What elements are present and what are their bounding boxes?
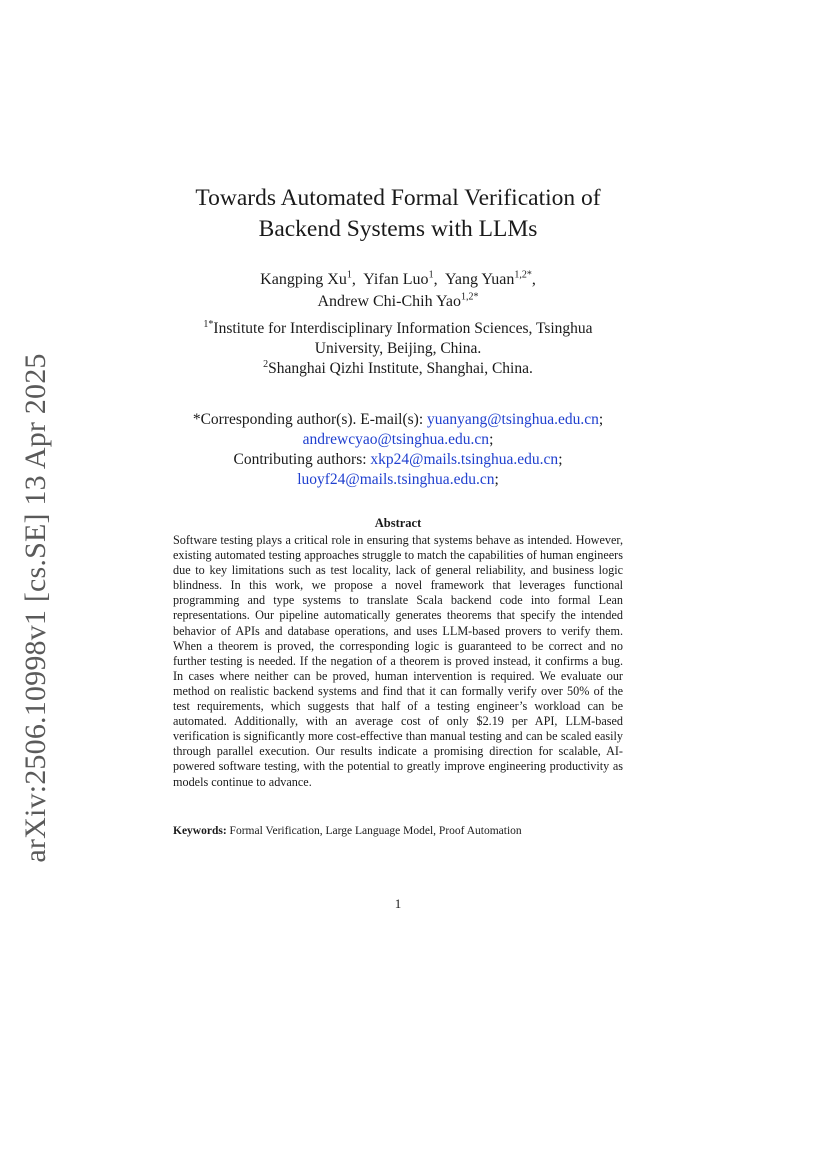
keywords-text: Formal Verification, Large Language Model, Proof Automation xyxy=(229,825,522,837)
separator: ; xyxy=(494,471,499,488)
separator: ; xyxy=(489,431,494,448)
author-affil-sup: 1 xyxy=(346,269,352,281)
affiliation-2: Shanghai Qizhi Institute, Shanghai, China. xyxy=(268,360,533,377)
author-name: Kangping Xu xyxy=(260,271,347,288)
affil-sup: 1* xyxy=(203,318,214,330)
abstract-heading: Abstract xyxy=(374,516,422,530)
title-line-1: Towards Automated Formal Verification of xyxy=(195,185,601,211)
abstract-body: Software testing plays a critical role in ensuring that systems behave as intended. However, existing automated testing approaches struggle to match the capabilities of human engineers due to key limitations such as test locality, lack of general reliability, and business logic blindness. In this work, we propose a novel framework that leverages functional programming and type systems to translate Scala backend code into formal Lean representations. Our pipeline automatically generates theorems that specify the intended behavior of APIs and database operations, and uses LLM-based provers to verify them. When a theorem is proved, the corresponding logic is guaranteed to be correct and no further testing is needed. If the negation of a theorem is proved instead, it confirms a bug. In cases where neither can be proved, human intervention is required. We evaluate our method on realistic backend systems and find that it can formally verify over 50% of the test requirements, which suggests that half of a testing engineer’s workload can be automated. Additionally, with an average cost of only $2.19 per API, LLM-based verification is significantly more cost-effective than manual testing and can be scaled easily through parallel execution. Our results indicate a promising direction for scalable, AI-powered software testing, with the potential to greatly improve engineering productivity as models continue to advance. xyxy=(173,533,623,789)
title-line-2: Backend Systems with LLMs xyxy=(258,216,538,242)
keywords xyxy=(173,824,623,839)
page-number: 1 xyxy=(394,896,402,911)
email-link[interactable]: xkp24@mails.tsinghua.edu.cn xyxy=(370,451,559,468)
affiliations xyxy=(170,319,626,379)
affiliation-1-line-2: University, Beijing, China. xyxy=(314,340,482,357)
author-affil-sup: 1,2* xyxy=(514,269,532,281)
paper-title xyxy=(170,183,626,245)
affiliation-1-line-1: Institute for Interdisciplinary Information Sciences, Tsinghua xyxy=(213,320,593,337)
author-affil-sup: 1 xyxy=(428,269,434,281)
author-name: Yang Yuan xyxy=(444,271,515,288)
keywords-label: Keywords: xyxy=(173,825,227,837)
contributing-label: Contributing authors: xyxy=(233,451,367,468)
separator: ; xyxy=(598,411,604,428)
arxiv-identifier: arXiv:2506.10998v1 [cs.SE] 13 Apr 2025 xyxy=(19,353,52,863)
author-name: Andrew Chi-Chih Yao xyxy=(317,293,462,310)
author-affil-sup: 1,2* xyxy=(461,291,479,303)
email-link[interactable]: luoyf24@mails.tsinghua.edu.cn xyxy=(297,471,495,488)
email-link[interactable]: yuanyang@tsinghua.edu.cn xyxy=(427,411,599,428)
separator: ; xyxy=(558,451,563,468)
corresponding-label: *Corresponding author(s). E-mail(s): xyxy=(192,411,424,428)
author-name: Yifan Luo xyxy=(363,271,429,288)
email-link[interactable]: andrewcyao@tsinghua.edu.cn xyxy=(302,431,490,448)
author-list: Kangping Xu$^1$, Yifan Luo$^1$, Yang Yuan$^{1,2*}$, Andrew Chi-Chih Yao$^{1,2*}$ xyxy=(260,269,536,310)
affil-sup: 2 xyxy=(263,358,269,370)
correspondence-block xyxy=(150,410,646,490)
